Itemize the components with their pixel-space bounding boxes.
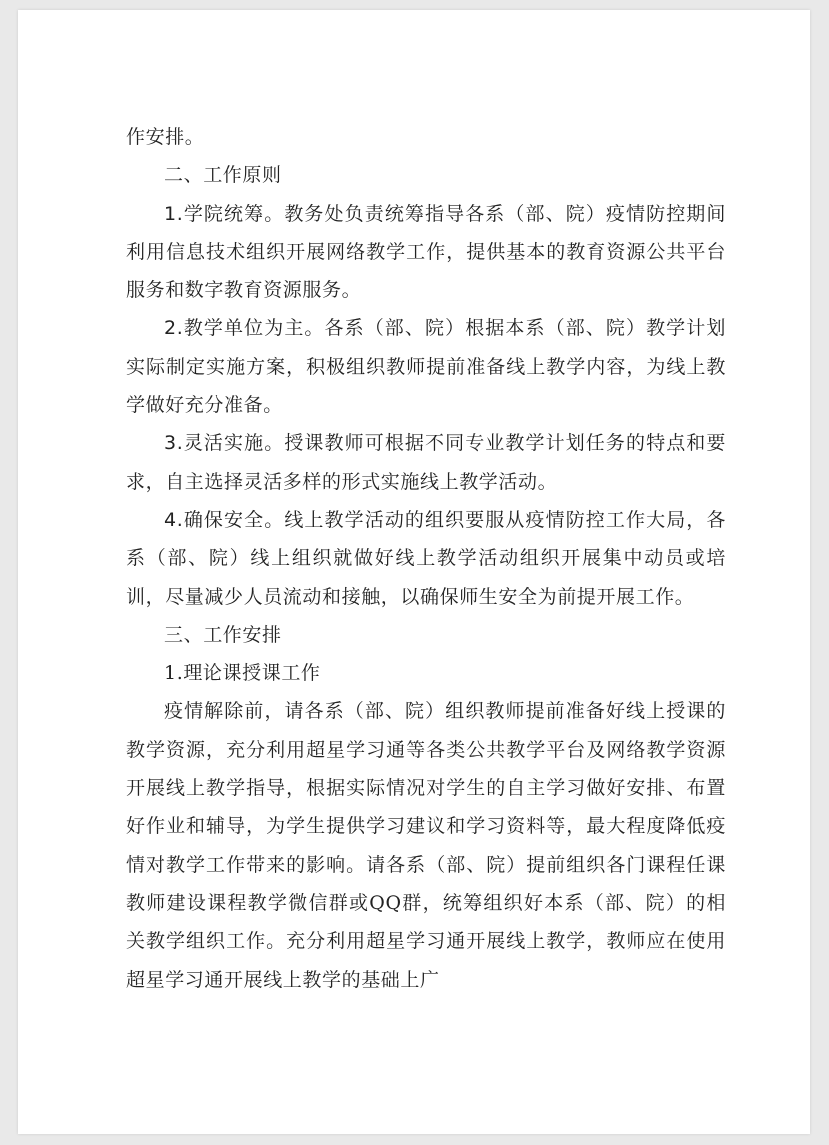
item-text: 授课教师可根据不同专业教学计划任务的特点和要求，自主选择灵活多样的形式实施线上教学活动。 (126, 432, 726, 493)
principle-item-2 (126, 309, 726, 424)
item-lead: 4.确保安全。 (164, 508, 285, 531)
item-lead: 2.教学单位为主。 (164, 317, 325, 340)
item-lead: 3.灵活实施。 (164, 432, 285, 455)
paragraph-theory-teaching: 疫情解除前，请各系（部、院）组织教师提前准备好线上授课的教学资源，充分利用超星学习通等各类公共教学平台及网络教学资源开展线上教学指导，根据实际情况对学生的自主学习做好安排、布置好作业和辅导，为学生提供学习建议和学习资料等，最大程度降低疫情对教学工作带来的影响。请各系（部、院）提前组织各门课程任课教师建设课程教学微信群或QQ群，统筹组织好本系（部、院）的相关教学组织工作。充分利用超星学习通开展线上教学，教师应在使用超星学习通开展线上教学的基础上广 (126, 700, 726, 991)
document-page (18, 10, 810, 1134)
paragraph-continuation (126, 118, 726, 156)
section-heading-arrangements: 三、工作安排 (164, 623, 282, 646)
item-text: 各系（部、院）根据本系（部、院）教学计划实际制定实施方案，积极组织教师提前准备线上教学内容，为线上教学做好充分准备。 (126, 317, 726, 417)
paragraph-text: 作安排。 (126, 126, 205, 148)
item-text: 教务处负责统筹指导各系（部、院）疫情防控期间利用信息技术组织开展网络教学工作，提供基本的教育资源公共平台服务和数字教育资源服务。 (126, 202, 726, 302)
document-body (126, 118, 726, 999)
section-heading-principles: 二、工作原则 (164, 164, 282, 187)
principle-item-4 (126, 501, 726, 616)
item-text: 线上教学活动的组织要服从疫情防控工作大局，各系（部、院）线上组织就做好线上教学活动组织开展集中动员或培训，尽量减少人员流动和接触，以确保师生安全为前提开展工作。 (126, 508, 726, 608)
subsection-title-theory-teaching: 1.理论课授课工作 (164, 662, 321, 685)
principle-item-1 (126, 195, 726, 310)
principle-item-3 (126, 424, 726, 501)
item-lead: 1.学院统筹。 (164, 202, 285, 225)
